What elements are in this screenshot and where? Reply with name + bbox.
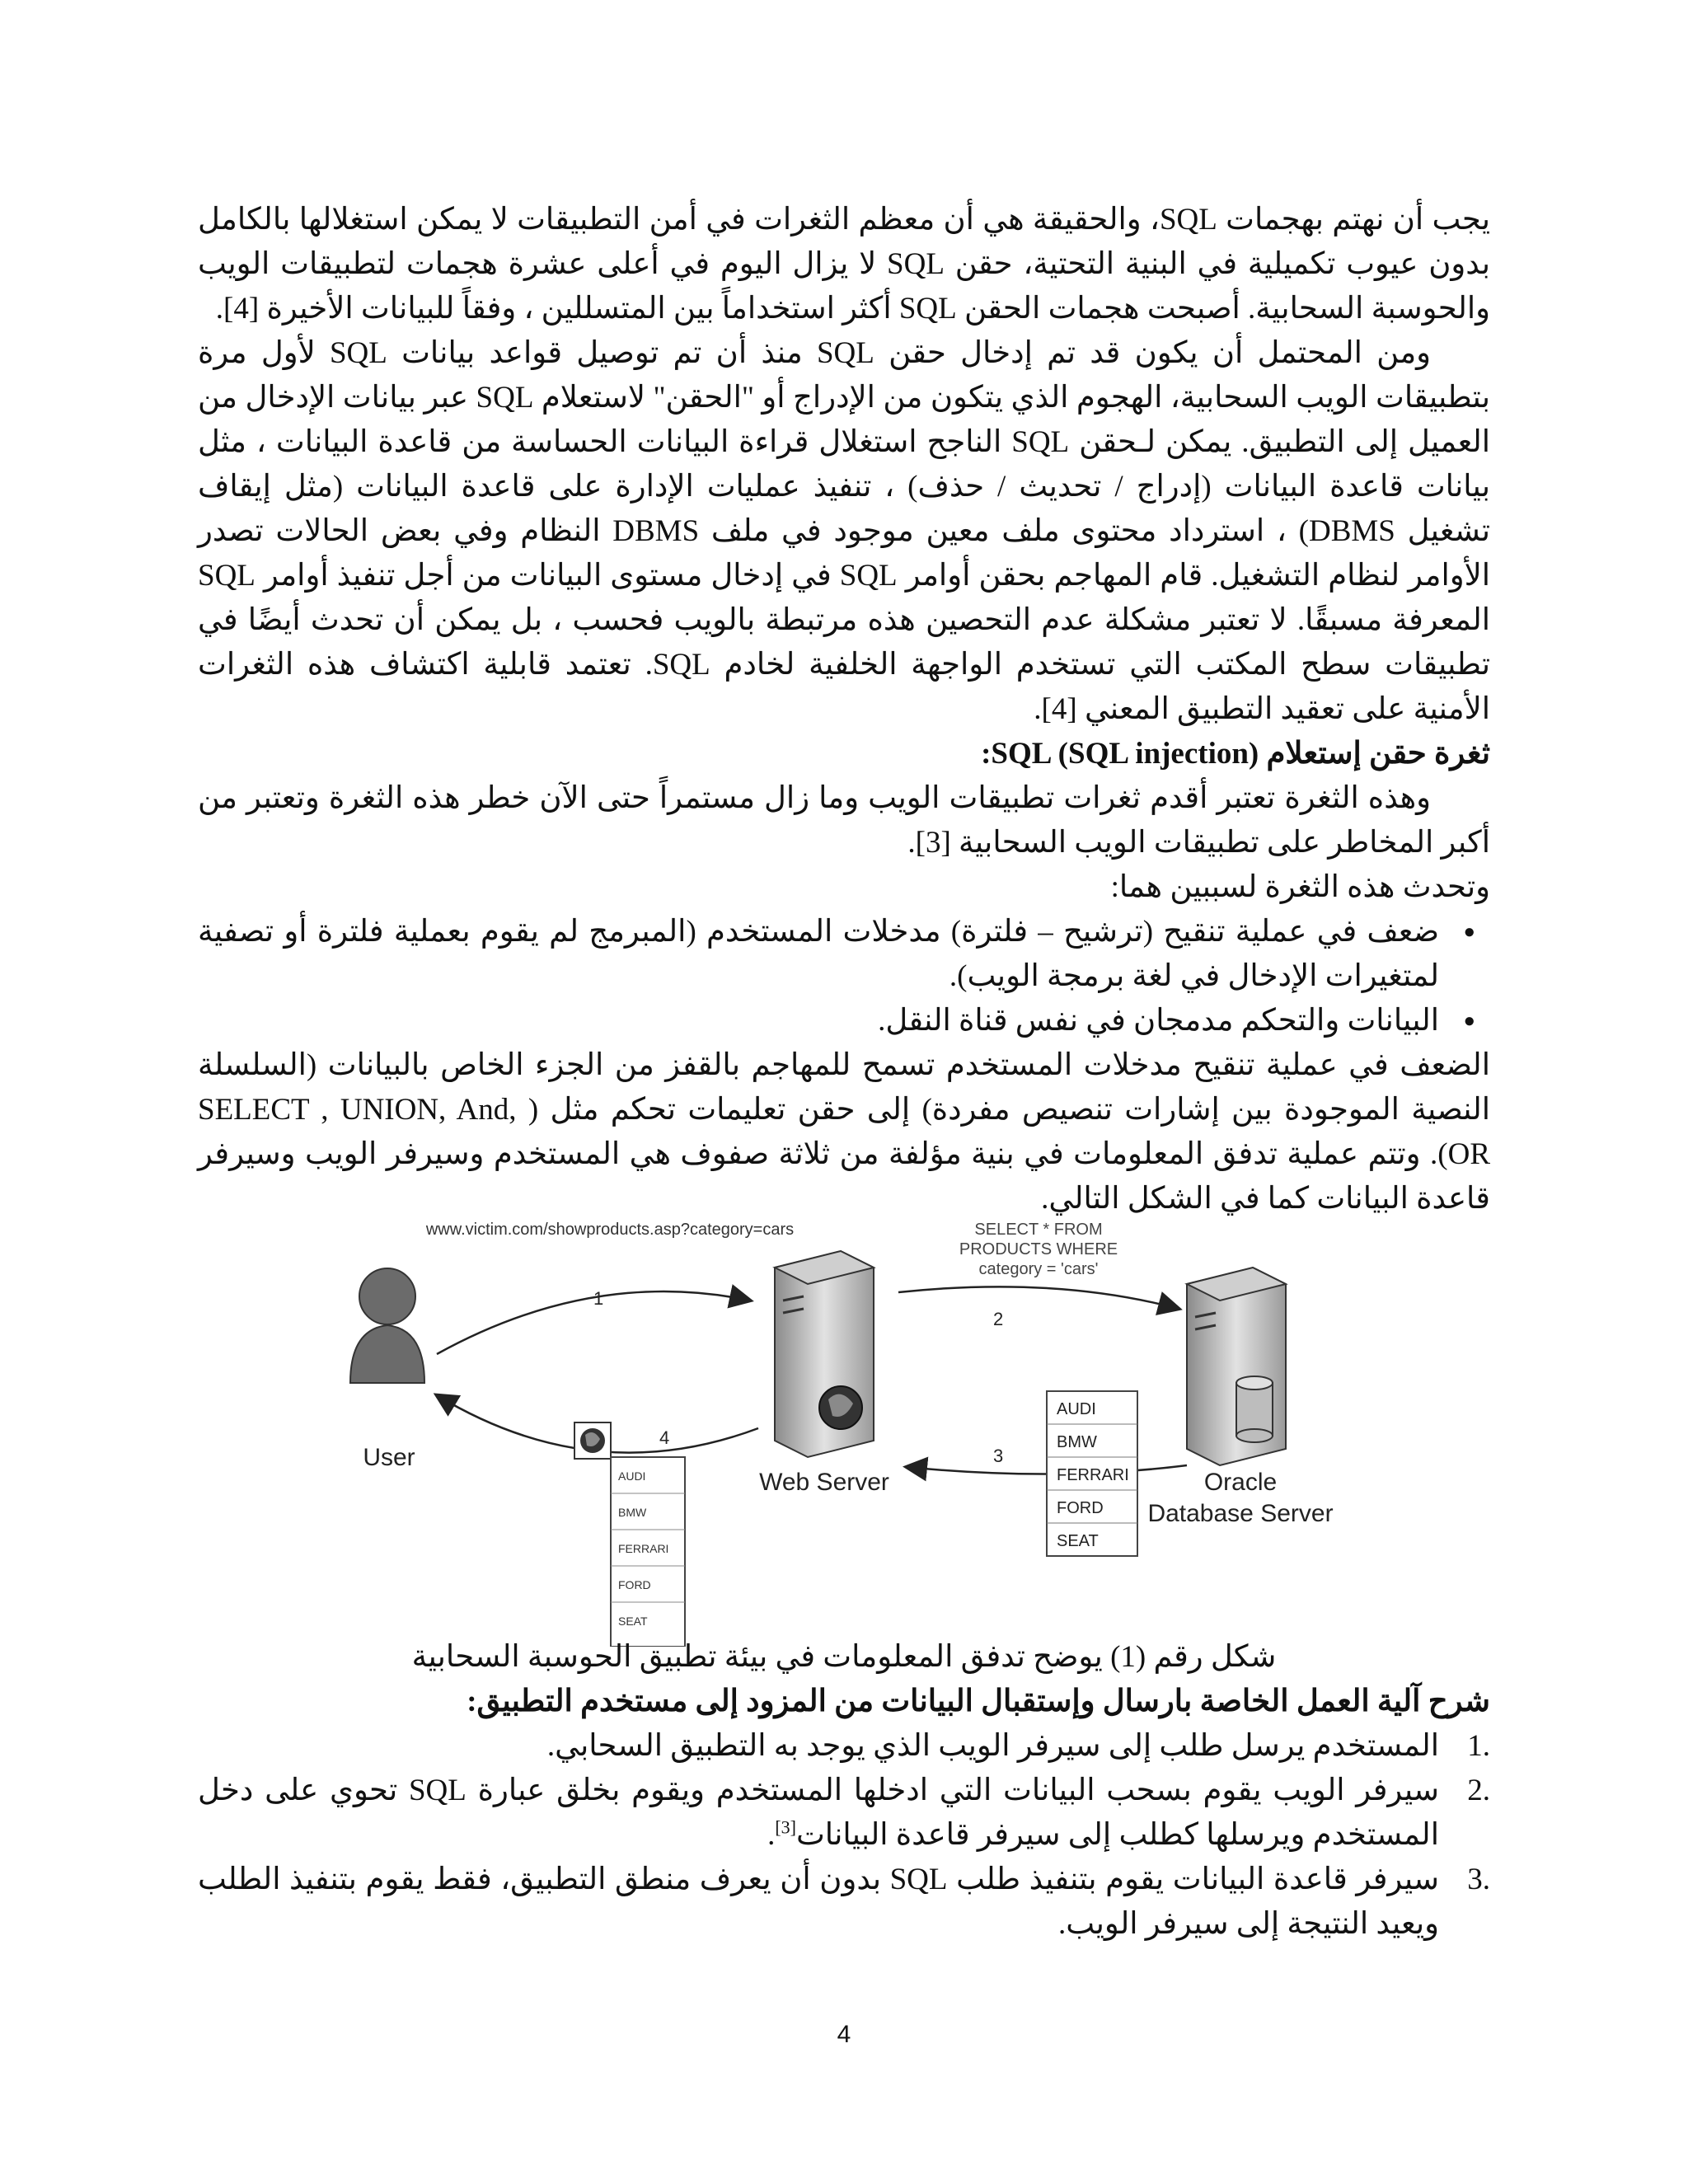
step-3-label: 3 xyxy=(993,1446,1004,1466)
step-2-label: 2 xyxy=(993,1309,1004,1329)
body-text-bottom xyxy=(198,1680,1490,1947)
paragraph-vulnerability-age: وهذه الثغرة تعتبر أقدم ثغرات تطبيقات الويب وما زال مستمراً حتى الآن خطر هذه الثغرة وتعتبر من أكبر المخاطر على تطبيقات الويب السحابية [3]. xyxy=(198,781,1490,860)
list-item xyxy=(198,1769,1490,1858)
list-item xyxy=(198,1858,1490,1947)
list-text: المستخدم يرسل طلب إلى سيرفر الويب الذي يوجد به التطبيق السحابي. xyxy=(546,1729,1439,1763)
section-heading-mechanism: شرح آلية العمل الخاصة بارسال وإستقبال البيانات من المزود إلى مستخدم التطبيق: xyxy=(467,1685,1490,1718)
sql-query-line: PRODUCTS WHERE xyxy=(959,1240,1118,1258)
list-item: ● ضعف في عملية تنقيح (ترشيح – فلترة) مدخلات المستخدم (المبرمج لم يقوم بعملية فلترة أو تصفية لمتغيرات الإدخال في لغة برمجة الويب). xyxy=(198,910,1439,999)
list-item: ● البيانات والتحكم مدمجان في نفس قناة النقل. xyxy=(198,999,1439,1043)
table-cell: FERRARI xyxy=(1057,1466,1129,1484)
step-1-label: 1 xyxy=(593,1288,604,1309)
database-server-label: Database Server xyxy=(1147,1500,1334,1527)
table-cell: SEAT xyxy=(618,1615,648,1628)
page-number: 4 xyxy=(837,2021,851,2048)
steps-list xyxy=(198,1724,1490,1947)
figure-caption: شكل رقم (1) يوضح تدفق المعلومات في بيئة تطبيق الحوسبة السحابية xyxy=(411,1640,1277,1674)
list-text-end: . xyxy=(767,1818,776,1852)
sql-query-line: SELECT * FROM xyxy=(974,1221,1103,1239)
request-url: www.victim.com/showproducts.asp?category=cars xyxy=(425,1221,795,1239)
table-cell: FORD xyxy=(1057,1499,1104,1517)
paragraph-sql-injection-history: ومن المحتمل أن يكون قد تم إدخال حقن SQL منذ أن تم توصيل قواعد بيانات SQL لأول مرة بتطبيقات الويب السحابية، الهجوم الذي يتكون من الإدراج أو "الحقن" لاستعلام SQL عبر بيانات الإدخال من العميل إلى التطبيق. يمكن لـحقن SQL الناجح استغلال قراءة البيانات الحساسة من قاعدة البيانات ، مثل بيانات قاعدة البيانات (إدراج / تحديث / حذف) ، تنفيذ عمليات الإدارة على قاعدة البيانات (مثل إيقاف تشغيل DBMS) ، استرداد محتوى ملف معين موجود في ملف DBMS النظام وفي بعض الحالات تصدر الأوامر لنظام التشغيل. قام المهاجم بحقن أوامر SQL في إدخال مستوى البيانات من أجل تنفيذ أوامر SQL المعرفة مسبقًا. لا تعتبر مشكلة عدم التحصين هذه مرتبطة بالويب فحسب ، بل يمكن أن تحدث أيضًا في تطبيقات سطح المكتب التي تستخدم الواجهة الخلفية لخادم SQL. تعتمد قابلية اكتشاف هذه الثغرات الأمنية على تعقيد التطبيق المعني [4]. xyxy=(198,336,1491,726)
table-cell: AUDI xyxy=(618,1469,646,1483)
table-cell: FORD xyxy=(618,1578,651,1591)
database-server-icon xyxy=(1187,1268,1286,1465)
list-text: سيرفر قاعدة البيانات يقوم بتنفيذ طلب SQL بدون أن يعرف منطق التطبيق، فقط يقوم بتنفيذ الطلب ويعيد النتيجة إلى سيرفر الويب. xyxy=(198,1863,1440,1941)
web-server-label: Web Server xyxy=(759,1469,889,1496)
reasons-list xyxy=(198,910,1490,1043)
sql-query-line: category = 'cars' xyxy=(978,1260,1099,1278)
table-cell: FERRARI xyxy=(618,1542,669,1555)
paragraph-two-reasons: وتحدث هذه الثغرة لسببين هما: xyxy=(1110,870,1490,904)
arrow-web-to-db xyxy=(898,1286,1179,1309)
database-results-table xyxy=(1047,1391,1137,1556)
oracle-label: Oracle xyxy=(1203,1469,1278,1496)
web-server-icon xyxy=(775,1251,874,1457)
user-label: User xyxy=(363,1444,415,1471)
citation-ref: [3] xyxy=(775,1816,796,1838)
list-number: 3. xyxy=(1467,1863,1490,1896)
paragraph-input-sanitization: الضعف في عملية تنقيح مدخلات المستخدم تسمح للمهاجم بالقفز من الجزء الخاص بالبيانات (السلسلة النصية الموجودة بين إشارات تنصيص مفردة) إلى حقن تعليمات تحكم مثل ( SELECT , UNION, And, OR). وتتم عملية تدفق المعلومات في بنية مؤلفة من ثلاثة صفوف هي المستخدم وسيرفر الويب وسيرفر قاعدة البيانات كما في الشكل التالي. xyxy=(198,1048,1491,1216)
list-text: سيرفر الويب يقوم بسحب البيانات التي ادخلها المستخدم ويقوم بخلق عبارة SQL تحوي على دخل المستخدم ويرسلها كطلب إلى سيرفر قاعدة البيانات xyxy=(198,1774,1439,1852)
table-cell: BMW xyxy=(1057,1433,1097,1451)
result-page xyxy=(574,1422,685,1647)
list-number: 2. xyxy=(1467,1774,1490,1807)
information-flow-diagram xyxy=(346,1218,1343,1647)
paragraph-sql-attacks: يجب أن نهتم بهجمات SQL، والحقيقة هي أن معظم الثغرات في أمن التطبيقات لا يمكن استغلالها بالكامل بدون عيوب تكميلية في البنية التحتية، حقن SQL لا يزال اليوم في أعلى عشرة هجمات لتطبيقات الويب والحوسبة السحابية. أصبحت هجمات الحقن SQL أكثر استخداماً بين المتسللين ، وفقاً للبيانات الأخيرة [4]. xyxy=(198,203,1490,326)
list-number: 1. xyxy=(1467,1729,1490,1763)
user-icon xyxy=(350,1268,424,1383)
step-4-label: 4 xyxy=(659,1427,670,1448)
table-cell: SEAT xyxy=(1057,1532,1099,1550)
body-text-top xyxy=(198,198,1490,1221)
table-cell: BMW xyxy=(618,1506,647,1519)
section-heading-sql-injection: ثغرة حقن إستعلام SQL (SQL injection): xyxy=(981,737,1490,771)
list-item xyxy=(198,1724,1490,1769)
table-cell: AUDI xyxy=(1057,1400,1096,1418)
